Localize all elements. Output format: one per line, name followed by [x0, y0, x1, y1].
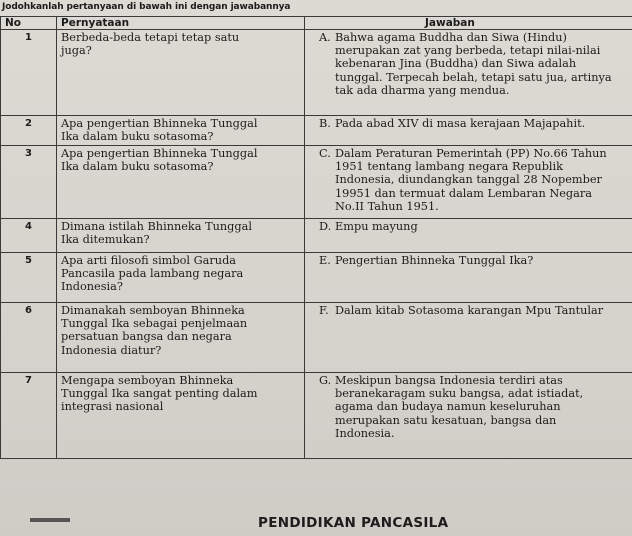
table-row [1, 253, 632, 303]
answer-text: Empu mayung [335, 220, 418, 233]
row-number: 1 [1, 30, 57, 116]
row-number: 5 [1, 253, 57, 303]
table-row [1, 373, 632, 459]
answer-cell [305, 30, 632, 116]
question-text: Dimana istilah Bhinneka Tunggal Ika ditemukan? [61, 220, 252, 247]
question-cell [57, 116, 305, 146]
table-row [1, 219, 632, 253]
row-number: 6 [1, 303, 57, 373]
question-text: Apa arti filosofi simbol Garuda Pancasila pada lambang negara Indonesia? [61, 254, 244, 294]
table-row [1, 30, 632, 116]
answer-cell [305, 303, 632, 373]
question-cell [57, 253, 305, 303]
answer-text: Dalam kitab Sotasoma karangan Mpu Tantular [335, 304, 604, 317]
question-text: Dimanakah semboyan Bhinneka Tunggal Ika sebagai penjelmaan persatuan bangsa dan negara Indonesia diatur? [61, 304, 248, 357]
answer-letter: F. [319, 304, 329, 317]
row-number: 2 [1, 116, 57, 146]
answer-text: Meskipun bangsa Indonesia terdiri atas beranekaragam suku bangsa, adat istiadat, agama dan budaya namun keseluruhan merupakan satu kesatuan, bangsa dan Indonesia. [335, 374, 584, 440]
question-cell [57, 219, 305, 253]
question-text: Apa pengertian Bhinneka Tunggal Ika dalam buku sotasoma? [61, 147, 258, 174]
question-text: Apa pengertian Bhinneka Tunggal Ika dalam buku sotasoma? [61, 117, 258, 144]
question-cell [57, 30, 305, 116]
question-cell [57, 146, 305, 219]
matching-table [0, 16, 632, 459]
answer-letter: G. [319, 374, 332, 387]
row-number: 3 [1, 146, 57, 219]
answer-letter: D. [319, 220, 332, 233]
table-row [1, 146, 632, 219]
footer-title: PENDIDIKAN PANCASILA [258, 515, 449, 531]
question-cell [57, 303, 305, 373]
answer-letter: C. [319, 147, 331, 160]
answer-text: Dalam Peraturan Pemerintah (PP) No.66 Tahun 1951 tentang lambang negara Republik Indonesia, diundangkan tanggal 28 Nopember 19951 dan termuat dalam Lembaran Negara No.II Tahun 1951. [335, 147, 607, 213]
table-row [1, 116, 632, 146]
instruction-text: Jodohkanlah pertanyaan di bawah ini dengan jawabannya [2, 2, 291, 12]
answer-text: Bahwa agama Buddha dan Siwa (Hindu) merupakan zat yang berbeda, tetapi nilai-nilai kebenaran Jina (Buddha) dan Siwa adalah tunggal. Terpecah belah, tetapi satu jua, artinya tak ada dharma yang mendua. [335, 31, 612, 97]
header-no: No [1, 17, 57, 30]
answer-cell [305, 146, 632, 219]
answer-cell [305, 219, 632, 253]
header-question: Pernyataan [57, 17, 305, 30]
question-text: Mengapa semboyan Bhinneka Tunggal Ika sangat penting dalam integrasi nasional [61, 374, 258, 414]
question-text: Berbeda-beda tetapi tetap satu juga? [61, 31, 240, 58]
row-number: 4 [1, 219, 57, 253]
answer-text: Pada abad XIV di masa kerajaan Majapahit. [335, 117, 586, 130]
table-row [1, 303, 632, 373]
answer-cell [305, 116, 632, 146]
answer-letter: E. [319, 254, 331, 267]
footer-decoration-bar [30, 518, 70, 522]
answer-letter: A. [319, 31, 331, 44]
row-number: 7 [1, 373, 57, 459]
answer-letter: B. [319, 117, 331, 130]
question-cell [57, 373, 305, 459]
answer-cell [305, 373, 632, 459]
answer-text: Pengertian Bhinneka Tunggal Ika? [335, 254, 534, 267]
table-header-row [1, 17, 632, 30]
answer-cell [305, 253, 632, 303]
header-answer: Jawaban [305, 17, 632, 30]
